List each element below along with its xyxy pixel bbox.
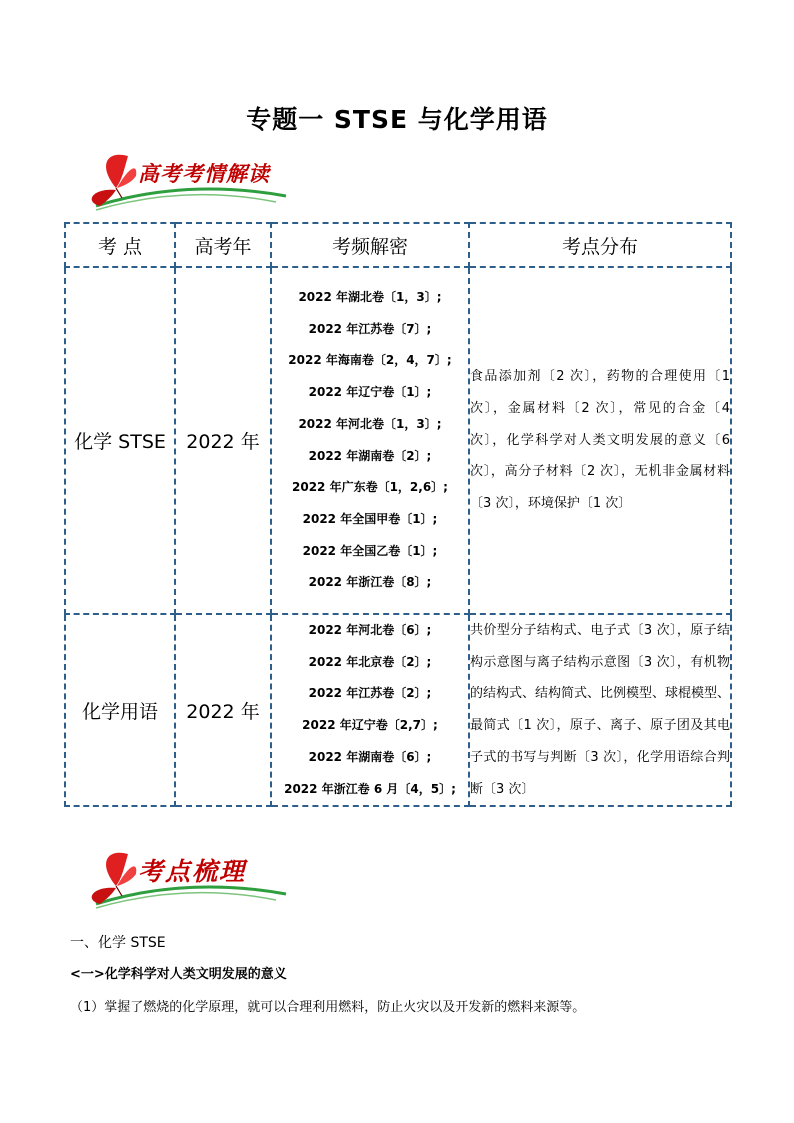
frequency-item: 2022 年江苏卷〔7〕;: [308, 321, 432, 336]
table-row: [65, 614, 731, 806]
year-cell: 2022 年: [175, 614, 271, 806]
frequency-cell: [271, 267, 469, 614]
frequency-cell: [271, 614, 469, 806]
section-banner-key-points: [76, 846, 296, 916]
banner-label: 考点梳理: [138, 857, 247, 886]
frequency-item: 2022 年湖南卷〔6〕;: [308, 749, 432, 764]
table-header-row: [65, 223, 731, 267]
exam-topic-table: [64, 222, 732, 807]
page-title: 专题一 STSE 与化学用语: [246, 105, 548, 134]
header-frequency: 考频解密: [271, 223, 469, 267]
frequency-item: 2022 年海南卷〔2，4，7〕;: [288, 353, 452, 368]
header-year: 高考年: [175, 223, 271, 267]
frequency-item: 2022 年全国甲卷〔1〕;: [302, 511, 438, 526]
paragraph: （1）掌握了燃烧的化学原理，就可以合理利用燃料，防止火灾以及开发新的燃料来源等。: [70, 1000, 586, 1015]
subsection-heading: <一>化学科学对人类文明发展的意义: [70, 967, 287, 982]
frequency-item: 2022 年全国乙卷〔1〕;: [302, 543, 438, 558]
distribution-cell: [469, 267, 731, 614]
frequency-item: 2022 年河北卷〔1，3〕;: [298, 416, 442, 431]
frequency-item: 2022 年广东卷〔1，2,6〕;: [292, 480, 448, 495]
frequency-item: 2022 年湖北卷〔1，3〕;: [298, 289, 442, 304]
frequency-item: 2022 年辽宁卷〔2,7〕;: [302, 718, 438, 733]
frequency-item: 2022 年江苏卷〔2〕;: [308, 686, 432, 701]
table-row: [65, 267, 731, 614]
distribution-text: 食品添加剂〔2 次〕，药物的合理使用〔1 次〕，金属材料〔2 次〕，常见的合金〔4 次〕，化学科学对人类文明发展的意义〔6 次〕，高分子材料〔2 次〕，无机非金属材料〔3 次〕，环境保护〔1 次〕: [470, 369, 730, 512]
frequency-item: 2022 年浙江卷 6 月〔4，5〕;: [284, 781, 456, 796]
frequency-item: 2022 年北京卷〔2〕;: [308, 654, 432, 669]
frequency-item: 2022 年河北卷〔6〕;: [308, 623, 432, 637]
banner-label: 高考考情解读: [138, 161, 270, 186]
frequency-item: 2022 年湖南卷〔2〕;: [308, 448, 432, 463]
distribution-cell: [469, 614, 731, 806]
topic-cell: 化学 STSE: [65, 267, 175, 614]
section-heading: 一、化学 STSE: [70, 935, 166, 951]
header-distribution: 考点分布: [469, 223, 731, 267]
frequency-item: 2022 年浙江卷〔8〕;: [308, 575, 432, 590]
header-topic: 考 点: [65, 223, 175, 267]
section-banner-exam-analysis: [76, 148, 296, 218]
frequency-item: 2022 年辽宁卷〔1〕;: [308, 385, 432, 400]
topic-cell: 化学用语: [65, 614, 175, 806]
year-cell: 2022 年: [175, 267, 271, 614]
distribution-text: 共价型分子结构式、电子式〔3 次〕，原子结构示意图与离子结构示意图〔3 次〕，有机物的结构式、结构简式、比例模型、球棍模型、最简式〔1 次〕，原子、离子、原子团及其电子式的书写与判断〔3 次〕，化学用语综合判断〔3 次〕: [470, 623, 731, 797]
